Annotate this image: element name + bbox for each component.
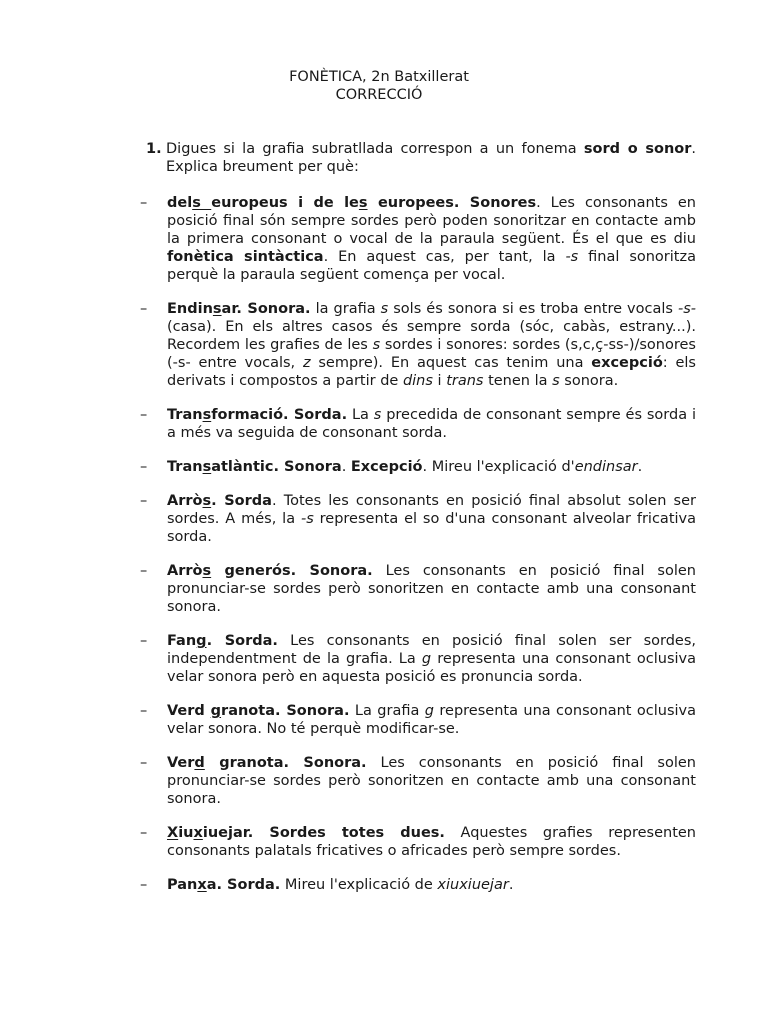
answer-text — [167, 876, 696, 894]
underlined-grapheme: x — [197, 877, 207, 893]
text-run: . — [341, 459, 351, 475]
text-run: Tran — [167, 407, 203, 423]
underlined-grapheme: X — [167, 825, 179, 841]
text-run: iuejar. Sordes totes dues. — [202, 825, 445, 841]
answer-text — [167, 458, 696, 476]
answer-text — [167, 406, 696, 442]
question-bold-part: sord o sonor — [583, 141, 692, 157]
text-run: g — [424, 703, 434, 719]
text-run: Verd — [167, 703, 211, 719]
text-run: la grafia — [310, 301, 381, 317]
text-run: europeus i de le — [211, 195, 359, 211]
text-run: La grafia — [349, 703, 425, 719]
list-dash: – — [140, 459, 148, 475]
text-run: excepció — [591, 355, 663, 371]
text-run: . — [508, 877, 514, 893]
text-run: ar. Sonora. — [221, 301, 311, 317]
text-run: Tran — [167, 459, 203, 475]
text-run: representa el so d'una consonant alveolar fricativa sorda. — [167, 511, 696, 545]
text-run: a. Sorda. — [206, 877, 281, 893]
text-run: . Sorda. — [206, 633, 278, 649]
list-dash: – — [140, 877, 148, 893]
answer-text — [167, 492, 696, 546]
list-dash: – — [140, 563, 148, 579]
underlined-grapheme: s — [202, 493, 212, 509]
text-run: s — [552, 373, 560, 389]
question-1 — [146, 140, 696, 176]
text-run: sordes i sonores: sordes (s,c,ç-ss-)/sonores (-s- entre vocals, — [167, 337, 696, 371]
text-run: . En aquest cas, per tant, la — [323, 249, 566, 265]
list-dash: – — [140, 493, 148, 509]
text-run: xiuxiuejar — [437, 877, 509, 893]
question-text — [166, 140, 696, 176]
title-line-1: FONÈTICA, 2n Batxillerat — [289, 69, 469, 85]
text-run: : els derivats i compostos a partir de — [167, 355, 696, 389]
underlined-grapheme: g — [210, 703, 222, 719]
answer-item — [140, 824, 696, 860]
list-dash: – — [140, 195, 148, 211]
text-run: (casa). En els altres casos és sempre sorda (sóc, cabàs, estrany...). Recordem les grafies de les — [167, 319, 696, 353]
text-run: . Sorda — [211, 493, 272, 509]
text-run: g — [421, 651, 432, 667]
question-number: 1. — [146, 141, 162, 157]
text-run: sempre). En aquest cas tenim una — [310, 355, 592, 371]
answer-text — [167, 754, 696, 808]
text-run: Les consonants en posició final solen pronunciar-se sordes però sonoritzen en contacte amb una consonant sonora. — [167, 755, 696, 807]
text-run: z — [302, 355, 311, 371]
question-text-part: . Explica breument per què: — [166, 141, 696, 175]
answer-list — [140, 194, 696, 910]
answer-item — [140, 194, 696, 284]
text-run: representa una consonant oclusiva velar sonora. No té perquè modificar-se. — [167, 703, 696, 737]
text-run: trans — [446, 373, 484, 389]
underlined-grapheme: x — [193, 825, 203, 841]
text-run: iu — [178, 825, 194, 841]
text-run: Fan — [167, 633, 197, 649]
text-run: tenen la — [483, 373, 553, 389]
text-run: s — [373, 407, 382, 423]
text-run: Arrò — [167, 563, 203, 579]
underlined-grapheme: s — [192, 195, 212, 211]
text-run: La — [347, 407, 374, 423]
text-run: fonètica sintàctica — [167, 249, 324, 265]
text-run: . — [637, 459, 643, 475]
text-run: final sonoritza perquè la paraula següent comença per vocal. — [167, 249, 696, 283]
text-run: -s- — [677, 301, 697, 317]
list-dash: – — [140, 755, 148, 771]
underlined-grapheme: g — [196, 633, 207, 649]
text-run: Pan — [167, 877, 198, 893]
answer-item — [140, 562, 696, 616]
answer-item — [140, 632, 696, 686]
text-run: del — [167, 195, 193, 211]
list-dash: – — [140, 633, 148, 649]
list-dash: – — [140, 407, 148, 423]
text-run: formació. Sorda. — [211, 407, 348, 423]
underlined-grapheme: d — [194, 755, 205, 771]
answer-item — [140, 406, 696, 442]
list-dash: – — [140, 825, 148, 841]
text-run: . Totes les consonants en posició final absolut solen ser sordes. A més, la — [167, 493, 696, 527]
text-run: ranota. Sonora. — [221, 703, 350, 719]
text-run: -s — [300, 511, 314, 527]
text-run: Ver — [167, 755, 195, 771]
text-run: sonora. — [559, 373, 619, 389]
text-run: s — [380, 301, 389, 317]
underlined-grapheme: s — [202, 563, 212, 579]
underlined-grapheme: s — [202, 459, 212, 475]
answer-text — [167, 632, 696, 686]
text-run: Mireu l'explicació de — [280, 877, 438, 893]
list-dash: – — [140, 703, 148, 719]
text-run: representa una consonant oclusiva velar sonora però en aquesta posició es pronuncia sorda. — [167, 651, 696, 685]
text-run: precedida de consonant sempre és sorda i a més va seguida de consonant sorda. — [167, 407, 696, 441]
answer-text — [167, 824, 696, 860]
answer-item — [140, 754, 696, 808]
text-run: Arrò — [167, 493, 203, 509]
answer-item — [140, 300, 696, 390]
question-text-part: Digues si la grafia subratllada correspon a un fonema — [166, 141, 584, 157]
text-run: Les consonants en posició final solen ser sordes, independentment de la grafia. La — [167, 633, 696, 667]
text-run: endinsar — [574, 459, 638, 475]
answer-item — [140, 876, 696, 894]
underlined-grapheme: s — [358, 195, 368, 211]
underlined-grapheme: s — [202, 407, 212, 423]
text-run: europees. Sonores — [367, 195, 537, 211]
answer-text — [167, 702, 696, 738]
text-run: . Mireu l'explicació d' — [422, 459, 575, 475]
text-run: Les consonants en posició final solen pronunciar-se sordes però sonoritzen en contacte amb una consonant sonora. — [167, 563, 696, 615]
text-run: generós. Sonora. — [211, 563, 373, 579]
answer-text — [167, 300, 696, 390]
answer-item — [140, 458, 696, 476]
text-run: atlàntic. Sonora — [211, 459, 342, 475]
answer-text — [167, 194, 696, 284]
answer-item — [140, 702, 696, 738]
document-title — [0, 68, 768, 104]
list-dash: – — [140, 301, 148, 317]
text-run: Endin — [167, 301, 213, 317]
text-run: . Les consonants en posició final són sempre sordes però poden sonoritzar en contacte amb la primera consonant o vocal de la paraula següent. És el que es diu — [167, 195, 696, 247]
text-run: Aquestes grafies representen consonants palatals fricatives o africades però sempre sordes. — [167, 825, 696, 859]
answer-item — [140, 492, 696, 546]
title-line-2: CORRECCIÓ — [335, 87, 423, 103]
text-run: dins — [402, 373, 433, 389]
text-run: granota. Sonora. — [204, 755, 367, 771]
text-run: s — [372, 337, 381, 353]
text-run: -s — [565, 249, 579, 265]
text-run: i — [432, 373, 447, 389]
answer-text — [167, 562, 696, 616]
text-run: sols és sonora si es troba entre vocals — [388, 301, 678, 317]
underlined-grapheme: s — [212, 301, 222, 317]
text-run: Excepció — [350, 459, 423, 475]
